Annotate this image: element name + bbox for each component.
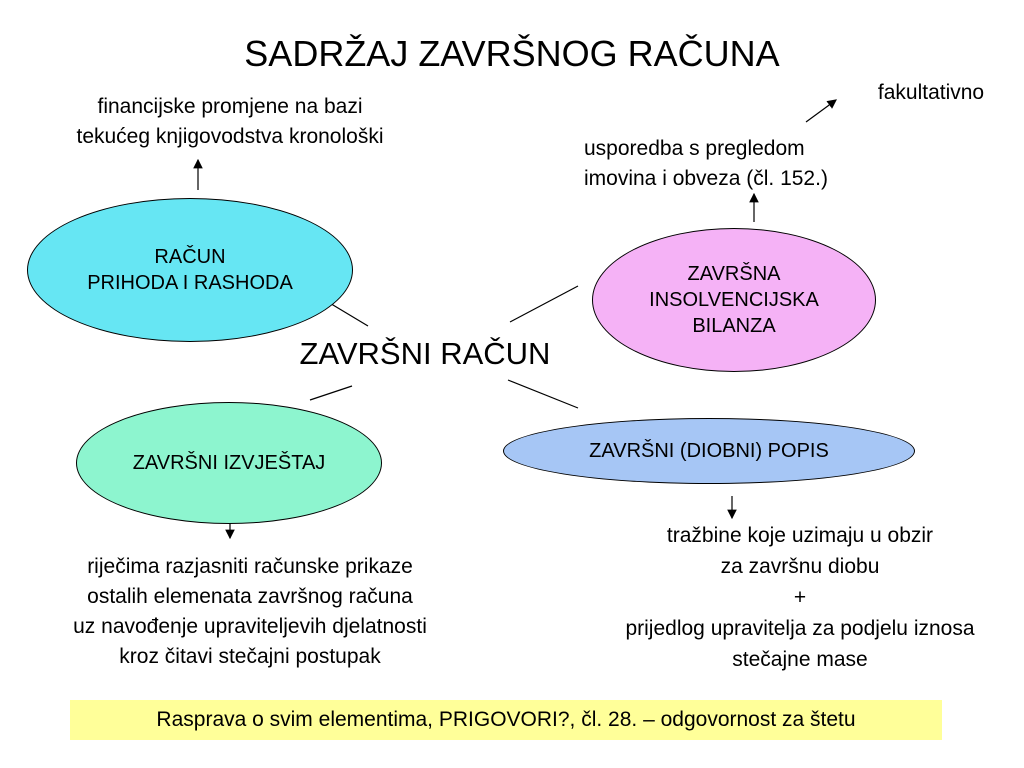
connector-popis <box>508 380 578 408</box>
node-racun-prihoda-i-rashoda <box>27 198 353 342</box>
note-bilanca-line1: usporedba s pregledom <box>584 137 805 160</box>
node-popis-line1: ZAVRŠNI (DIOBNI) POPIS <box>589 440 829 462</box>
note-popis-line2: za završnu diobu <box>720 555 880 578</box>
note-popis-line5: stečajne mase <box>732 648 868 671</box>
note-racun <box>20 92 440 152</box>
note-popis <box>580 520 1020 675</box>
note-izvjestaj <box>20 552 480 672</box>
page-title: SADRŽAJ ZAVRŠNOG RAČUNA <box>244 33 780 74</box>
note-racun-line2: tekućeg knjigovodstva kronološki <box>76 125 384 148</box>
note-popis-line1: tražbine koje uzimaju u obzir <box>666 524 934 547</box>
note-popis-line3: + <box>793 586 807 609</box>
connector-izvjestaj <box>310 386 352 400</box>
note-bilanca <box>584 134 828 194</box>
node-racun-line1: RAČUN <box>154 246 226 268</box>
node-izvjestaj-line1: ZAVRŠNI IZVJEŠTAJ <box>132 452 326 474</box>
node-racun-line2: PRIHODA I RASHODA <box>87 272 293 294</box>
node-zavrsni-diobni-popis <box>503 418 915 484</box>
note-izvjestaj-line4: kroz čitavi stečajni postupak <box>119 645 381 668</box>
node-bilanca-line2: INSOLVENCIJSKA <box>649 289 819 311</box>
note-izvjestaj-line1: riječima razjasniti računske prikaze <box>87 555 413 578</box>
arrow-fakultativno <box>806 100 836 122</box>
note-izvjestaj-line2: ostalih elemenata završnog računa <box>87 585 413 608</box>
note-bilanca-line2: imovina i obveza (čl. 152.) <box>584 167 828 190</box>
note-izvjestaj-line3: uz navođenje upraviteljevih djelatnosti <box>73 615 427 638</box>
node-zavrsni-izvjestaj <box>76 402 382 524</box>
connector-bilanca <box>510 286 578 322</box>
node-bilanca-line3: BILANZA <box>692 315 776 337</box>
center-node-zavrsni-racun: ZAVRŠNI RAČUN <box>299 336 551 371</box>
note-racun-line1: financijske promjene na bazi <box>97 95 363 118</box>
note-popis-line4: prijedlog upravitelja za podjelu iznosa <box>625 617 975 640</box>
node-bilanca-line1: ZAVRŠNA <box>687 263 781 285</box>
footer-banner: Rasprava o svim elementima, PRIGOVORI?, čl. 28. – odgovornost za štetu <box>70 700 942 740</box>
note-fakultativno: fakultativno <box>877 81 985 104</box>
node-zavrsna-insolvencijska-bilanza <box>592 228 876 372</box>
